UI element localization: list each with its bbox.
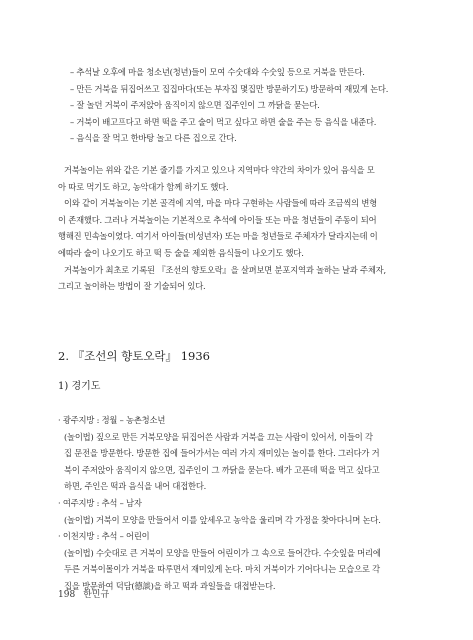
bullet-line: – 만든 거북을 뒤집어쓰고 집집마다(또는 부자집 몇집만 방문하기도) 방문하여 재밌게 논다. [70, 83, 389, 94]
paragraph-line: 이와 같이 거북놀이는 기본 골격에 지역, 마을 마다 구현하는 사람들에 따라 조금씩의 변형 [64, 198, 378, 209]
paragraph-line: 아 따로 먹기도 하고, 농악대가 함께 하기도 했다. [58, 181, 229, 192]
entry-title: · 이천지방 : 추석 – 어린이 [58, 531, 150, 542]
region-entries [58, 412, 418, 595]
paragraph-line: 이 존재했다. 그러나 거북놀이는 기본적으로 추석에 아이들 또는 마을 청년들이 주동이 되어 [58, 214, 377, 225]
paragraph-line: 거북놀이가 최초로 기록된 『조선의 향토오락』을 살펴보면 분포지역과 놀하는 날과 주체자, [64, 264, 386, 275]
entry-title: · 여주지방 : 추석 – 남자 [58, 497, 142, 508]
entry-line: 두른 거북이몰이가 거북을 따루면서 재미있게 논다. 마치 거북이가 기어다니는 모습으로 각 [64, 564, 380, 575]
bullet-line: – 거북이 배고프다고 하면 떡을 주고 술이 먹고 싶다고 하면 술을 주는 등 음식을 내준다. [70, 116, 377, 127]
bullet-line: – 추석날 오후에 마을 청소년(청년)들이 모여 수숫대와 수숫잎 등으로 거북을 만든다. [70, 67, 365, 77]
page-number: 198 [58, 590, 76, 600]
entry-line: 집을 방문하여 덕담(德談)을 하고 떡과 과일들을 대접받는다. [64, 580, 276, 591]
paragraph-line: 행해진 민속놀이였다. 여기서 아이들(비성년자) 또는 마을 청년들로 주체자가 달라지는데 이 [58, 231, 378, 242]
entry-line: 북이 주저앉아 움직이지 않으면, 집주인이 그 까닭을 묻는다. 배가 고픈데 떡을 먹고 싶다고 [64, 464, 380, 475]
bullet-list [58, 64, 418, 147]
entry-line: (놀이법) 수숫대로 큰 거북이 모양을 만들어 어린이가 그 속으로 들어간다. 수숫잎을 머리에 [64, 547, 381, 558]
page-footer [58, 589, 109, 601]
author-name: 한민규 [83, 590, 110, 600]
body-paragraph [58, 162, 418, 295]
entry-line: (놀이법) 짚으로 만든 거북모양을 뒤집어쓴 사람과 거북을 끄는 사람이 있어서, 이들이 각 [64, 431, 373, 442]
entry-line: (놀이법) 거북이 모양을 만들어서 이를 앞세우고 농악을 울리며 각 가정을 찾아다니며 논다. [64, 514, 381, 525]
entry-title: · 광주지방 : 정월 – 농촌청소년 [58, 415, 166, 425]
section-heading: 2. 『조선의 향토오락』 1936 [58, 349, 210, 363]
bullet-line: – 음식을 잘 먹고 한바탕 놀고 다른 집으로 간다. [70, 133, 237, 144]
bullet-line: – 잘 놀던 거북이 주저앉아 움직이지 않으면 집주인이 그 까닭을 묻는다. [70, 100, 320, 111]
paragraph-line: 에따라 술이 나오기도 하고 떡 등 술을 제외한 음식들이 나오기도 했다. [58, 247, 304, 258]
paragraph-line: 그리고 놀이하는 방법이 잘 기술되어 있다. [58, 281, 206, 292]
entry-line: 하면, 주인은 떡과 음식을 내어 대접한다. [64, 481, 207, 492]
subsection-heading: 1) 경기도 [58, 381, 101, 392]
paragraph-line: 거북놀이는 위와 같은 기본 줄기를 가지고 있으나 지역마다 약간의 차이가 있어 음식을 모 [64, 165, 375, 175]
entry-line: 집 문전을 방문한다. 방문한 집에 들어가서는 여러 가지 재미있는 놀이를 한다. 그러다가 거 [64, 448, 380, 459]
